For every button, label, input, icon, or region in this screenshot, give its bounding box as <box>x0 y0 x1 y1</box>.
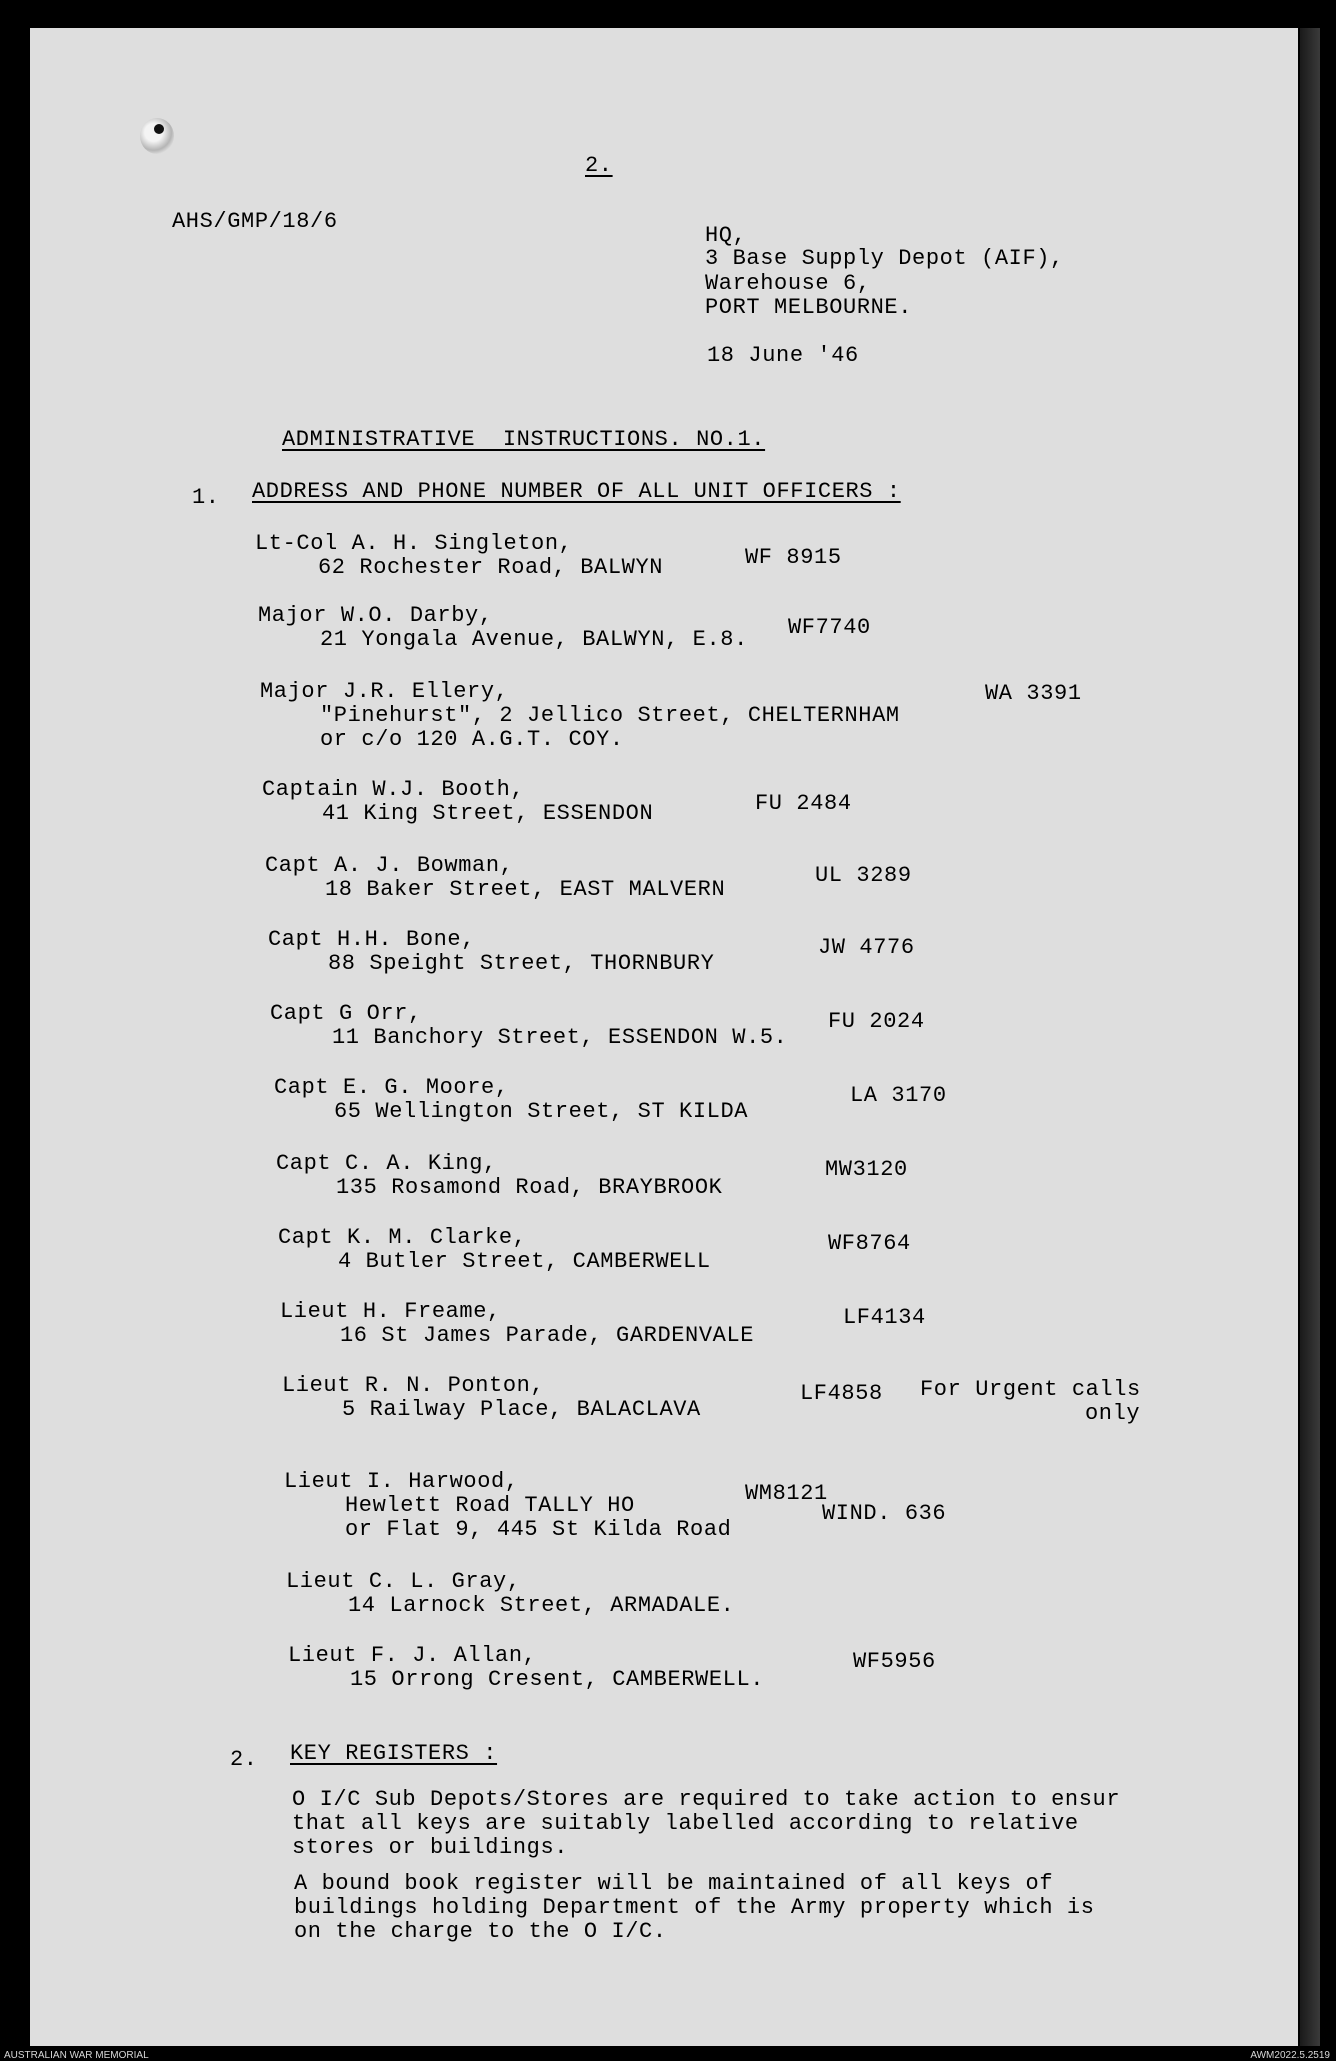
officer-address: 135 Rosamond Road, BRAYBROOK <box>336 1175 723 1200</box>
paragraph-line: buildings holding Department of the Army property which is <box>294 1895 1095 1920</box>
officer-address: 62 Rochester Road, BALWYN <box>318 555 664 580</box>
footer-accession-number: AWM2022.5.2519 <box>1250 2050 1330 2061</box>
officer-address-alt: or Flat 9, 445 St Kilda Road <box>345 1517 732 1542</box>
officer-note: For Urgent calls <box>920 1377 1141 1402</box>
page-edge <box>1300 28 1320 2046</box>
sender-line-1: HQ, <box>705 223 747 248</box>
officer-name: Lt-Col A. H. Singleton, <box>255 531 573 556</box>
officer-address: 11 Banchory Street, ESSENDON W.5. <box>332 1025 788 1050</box>
officer-phone: WA 3391 <box>985 681 1082 706</box>
officer-address: 16 St James Parade, GARDENVALE <box>340 1323 755 1348</box>
paragraph-line: on the charge to the O I/C. <box>294 1919 667 1944</box>
officer-name: Capt C. A. King, <box>276 1151 497 1176</box>
paragraph-line: A bound book register will be maintained of all keys of <box>294 1871 1054 1896</box>
page-number: 2. <box>585 153 613 178</box>
officer-address: 88 Speight Street, THORNBURY <box>328 951 715 976</box>
officer-name: Lieut H. Freame, <box>280 1299 501 1324</box>
officer-name: Capt E. G. Moore, <box>274 1075 509 1100</box>
document-title: ADMINISTRATIVE INSTRUCTIONS. NO.1. <box>282 427 766 452</box>
officer-address: 21 Yongala Avenue, BALWYN, E.8. <box>320 627 748 652</box>
officer-name: Lieut C. L. Gray, <box>286 1569 521 1594</box>
officer-phone: FU 2484 <box>755 791 852 816</box>
officer-address: Hewlett Road TALLY HO <box>345 1493 635 1518</box>
officer-address-alt: or c/o 120 A.G.T. COY. <box>320 727 624 752</box>
sender-line-2: 3 Base Supply Depot (AIF), <box>705 246 1064 271</box>
officer-phone: UL 3289 <box>815 863 912 888</box>
officer-name: Capt K. M. Clarke, <box>278 1225 527 1250</box>
officer-note-cont: only <box>1085 1401 1141 1426</box>
paragraph-line: stores or buildings. <box>292 1835 569 1860</box>
officer-phone: WF 8915 <box>745 545 842 570</box>
officer-phone: MW3120 <box>825 1157 908 1182</box>
officer-address: 65 Wellington Street, ST KILDA <box>334 1099 749 1124</box>
officer-name: Capt A. J. Bowman, <box>265 853 514 878</box>
officer-phone: LA 3170 <box>850 1083 947 1108</box>
officer-address: 18 Baker Street, EAST MALVERN <box>325 877 726 902</box>
file-reference: AHS/GMP/18/6 <box>172 209 338 234</box>
officer-name: Major W.O. Darby, <box>258 603 493 628</box>
section-2-heading: KEY REGISTERS : <box>290 1741 498 1766</box>
officer-phone-alt: WIND. 636 <box>822 1501 947 1526</box>
officer-phone: LF4858 <box>800 1381 883 1406</box>
officer-phone: FU 2024 <box>828 1009 925 1034</box>
footer-credit: AUSTRALIAN WAR MEMORIAL <box>4 2050 149 2061</box>
officer-phone: WF5956 <box>853 1649 936 1674</box>
officer-name: Capt H.H. Bone, <box>268 927 476 952</box>
punch-hole-mark <box>154 124 164 134</box>
officer-name: Lieut R. N. Ponton, <box>282 1373 545 1398</box>
officer-name: Lieut F. J. Allan, <box>288 1643 537 1668</box>
document-date: 18 June '46 <box>707 343 859 368</box>
officer-address: "Pinehurst", 2 Jellico Street, CHELTERNHAM <box>320 703 900 728</box>
officer-name: Captain W.J. Booth, <box>262 777 525 802</box>
sender-line-4: PORT MELBOURNE. <box>705 295 913 320</box>
officer-phone: JW 4776 <box>818 935 915 960</box>
officer-phone: WF7740 <box>788 615 871 640</box>
paragraph-line: O I/C Sub Depots/Stores are required to take action to ensur <box>292 1787 1121 1812</box>
officer-phone: WM8121 <box>745 1481 828 1506</box>
officer-address: 41 King Street, ESSENDON <box>322 801 654 826</box>
section-1-number: 1. <box>192 485 220 510</box>
officer-address: 5 Railway Place, BALACLAVA <box>342 1397 701 1422</box>
officer-name: Lieut I. Harwood, <box>284 1469 519 1494</box>
officer-name: Major J.R. Ellery, <box>260 679 509 704</box>
section-1-heading: ADDRESS AND PHONE NUMBER OF ALL UNIT OFFICERS : <box>252 479 901 504</box>
officer-phone: WF8764 <box>828 1231 911 1256</box>
officer-phone: LF4134 <box>843 1305 926 1330</box>
sender-line-3: Warehouse 6, <box>705 271 871 296</box>
officer-address: 14 Larnock Street, ARMADALE. <box>348 1593 735 1618</box>
officer-address: 4 Butler Street, CAMBERWELL <box>338 1249 711 1274</box>
officer-name: Capt G Orr, <box>270 1001 422 1026</box>
paragraph-line: that all keys are suitably labelled according to relative <box>292 1811 1079 1836</box>
section-2-number: 2. <box>230 1747 258 1772</box>
officer-address: 15 Orrong Cresent, CAMBERWELL. <box>350 1667 765 1692</box>
